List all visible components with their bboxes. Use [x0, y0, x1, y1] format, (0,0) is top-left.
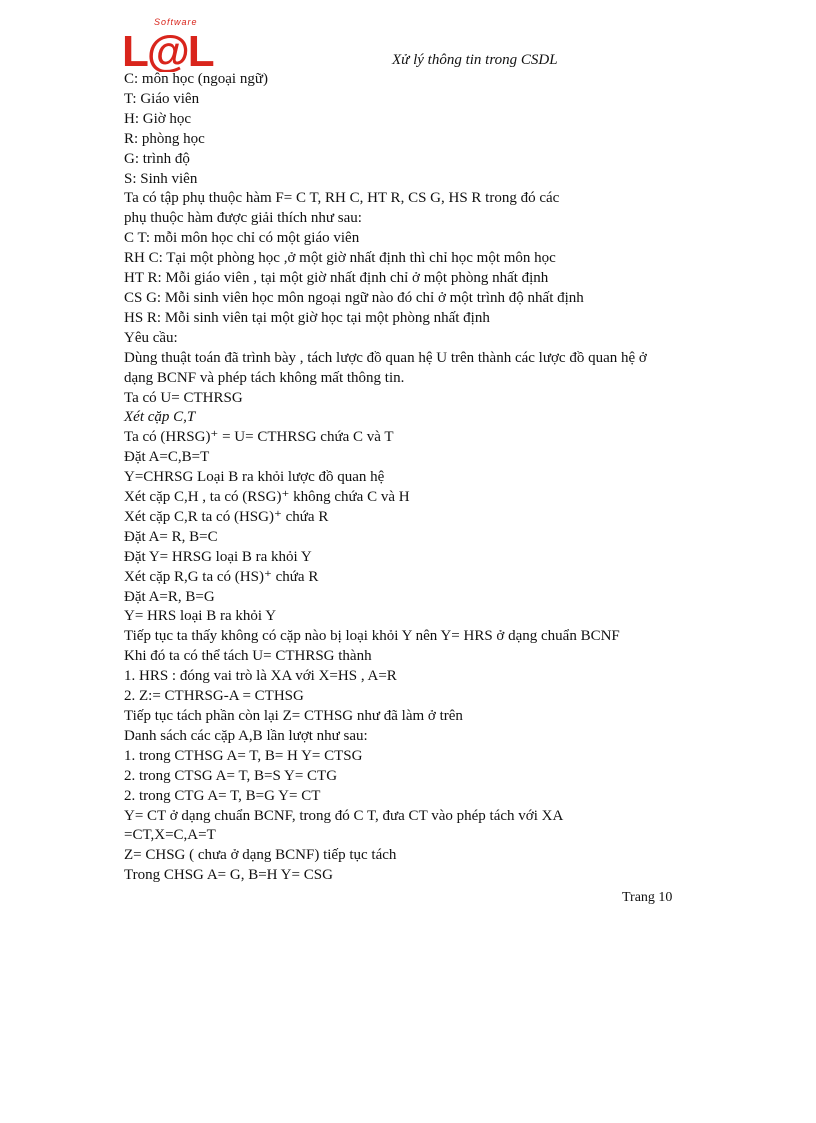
body-line: Tiếp tục tách phần còn lại Z= CTHSG như đã làm ở trên [124, 708, 463, 724]
header-title: Xử lý thông tin trong CSDL [392, 52, 558, 68]
body-line: Trong CHSG A= G, B=H Y= CSG [124, 867, 333, 884]
body-line: G: trình độ [124, 150, 190, 167]
body-line: Đặt A= R, B=C [124, 528, 218, 545]
body-line: Z= CHSG ( chưa ở dạng BCNF) tiếp tục tách [124, 847, 397, 864]
logo-text: L@L [122, 27, 213, 72]
body-line: HT R: Mỗi giáo viên , tại một giờ nhất định chỉ ở một phòng nhất định [124, 270, 549, 287]
body-line: Đặt A=R, B=G [124, 588, 215, 605]
section-heading: Xét cặp C,T [124, 409, 196, 426]
body-line: dạng BCNF và phép tách không mất thông tin. [124, 369, 405, 386]
body-line: phụ thuộc hàm được giải thích như sau: [124, 210, 362, 227]
body-line: Đặt Y= HRSG loại B ra khỏi Y [124, 548, 312, 565]
body-line: Xét cặp R,G ta có (HS)⁺ chứa R [124, 568, 319, 585]
body-line: 1. HRS : đóng vai trò là XA với X=HS , A=R [124, 668, 397, 685]
body-line: S: Sinh viên [124, 170, 198, 187]
body-line: C T: mỗi môn học chỉ có một giáo viên [124, 230, 360, 247]
body-line: Tiếp tục ta thấy không có cặp nào bị loại khỏi Y nên Y= HRS ở dạng chuẩn BCNF [124, 628, 620, 645]
body-line: Ta có tập phụ thuộc hàm F= C T, RH C, HT R, CS G, HS R trong đó các [124, 190, 560, 207]
body-line: 2. Z:= CTHRSG-A = CTHSG [124, 688, 304, 705]
body-line: 2. trong CTG A= T, B=G Y= CT [124, 787, 321, 804]
body-line: R: phòng học [124, 130, 205, 147]
page-number: Trang 10 [622, 890, 673, 905]
company-logo [122, 16, 214, 72]
body-line: Yêu cầu: [124, 329, 178, 346]
body-line: Ta có U= CTHRSG [124, 389, 243, 406]
body-line: RH C: Tại một phòng học ,ở một giờ nhất định thì chỉ học một môn học [124, 250, 556, 267]
body-line: Xét cặp C,H , ta có (RSG)⁺ không chứa C và H [124, 489, 410, 506]
body-line: C: môn học (ngoại ngữ) [124, 71, 268, 87]
logo-top-text: Software [154, 17, 198, 27]
body-line: 2. trong CTSG A= T, B=S Y= CTG [124, 767, 338, 784]
body-line: Y= HRS loại B ra khỏi Y [124, 608, 277, 625]
body-line: Y=CHRSG Loại B ra khỏi lược đồ quan hệ [124, 469, 385, 486]
body-line: =CT,X=C,A=T [124, 827, 216, 844]
body-line: Dùng thuật toán đã trình bày , tách lược đồ quan hệ U trên thành các lược đồ quan hệ ở [124, 349, 647, 366]
body-line: H: Giờ học [124, 110, 192, 127]
body-line: Đặt A=C,B=T [124, 449, 210, 466]
body-line: 1. trong CTHSG A= T, B= H Y= CTSG [124, 747, 363, 764]
body-line: Ta có (HRSG)⁺ = U= CTHRSG chứa C và T [124, 429, 394, 446]
document-body [124, 70, 744, 886]
body-line: Xét cặp C,R ta có (HSG)⁺ chứa R [124, 508, 329, 525]
body-line: Khi đó ta có thể tách U= CTHRSG thành [124, 648, 372, 665]
body-line: HS R: Mỗi sinh viên tại một giờ học tại một phòng nhất định [124, 309, 490, 326]
body-line: CS G: Mỗi sinh viên học môn ngoại ngữ nào đó chỉ ở một trình độ nhất định [124, 289, 584, 306]
body-line: Danh sách các cặp A,B lần lượt như sau: [124, 727, 368, 744]
body-line: T: Giáo viên [124, 90, 200, 107]
body-line: Y= CT ở dạng chuẩn BCNF, trong đó C T, đưa CT vào phép tách với XA [124, 807, 564, 824]
